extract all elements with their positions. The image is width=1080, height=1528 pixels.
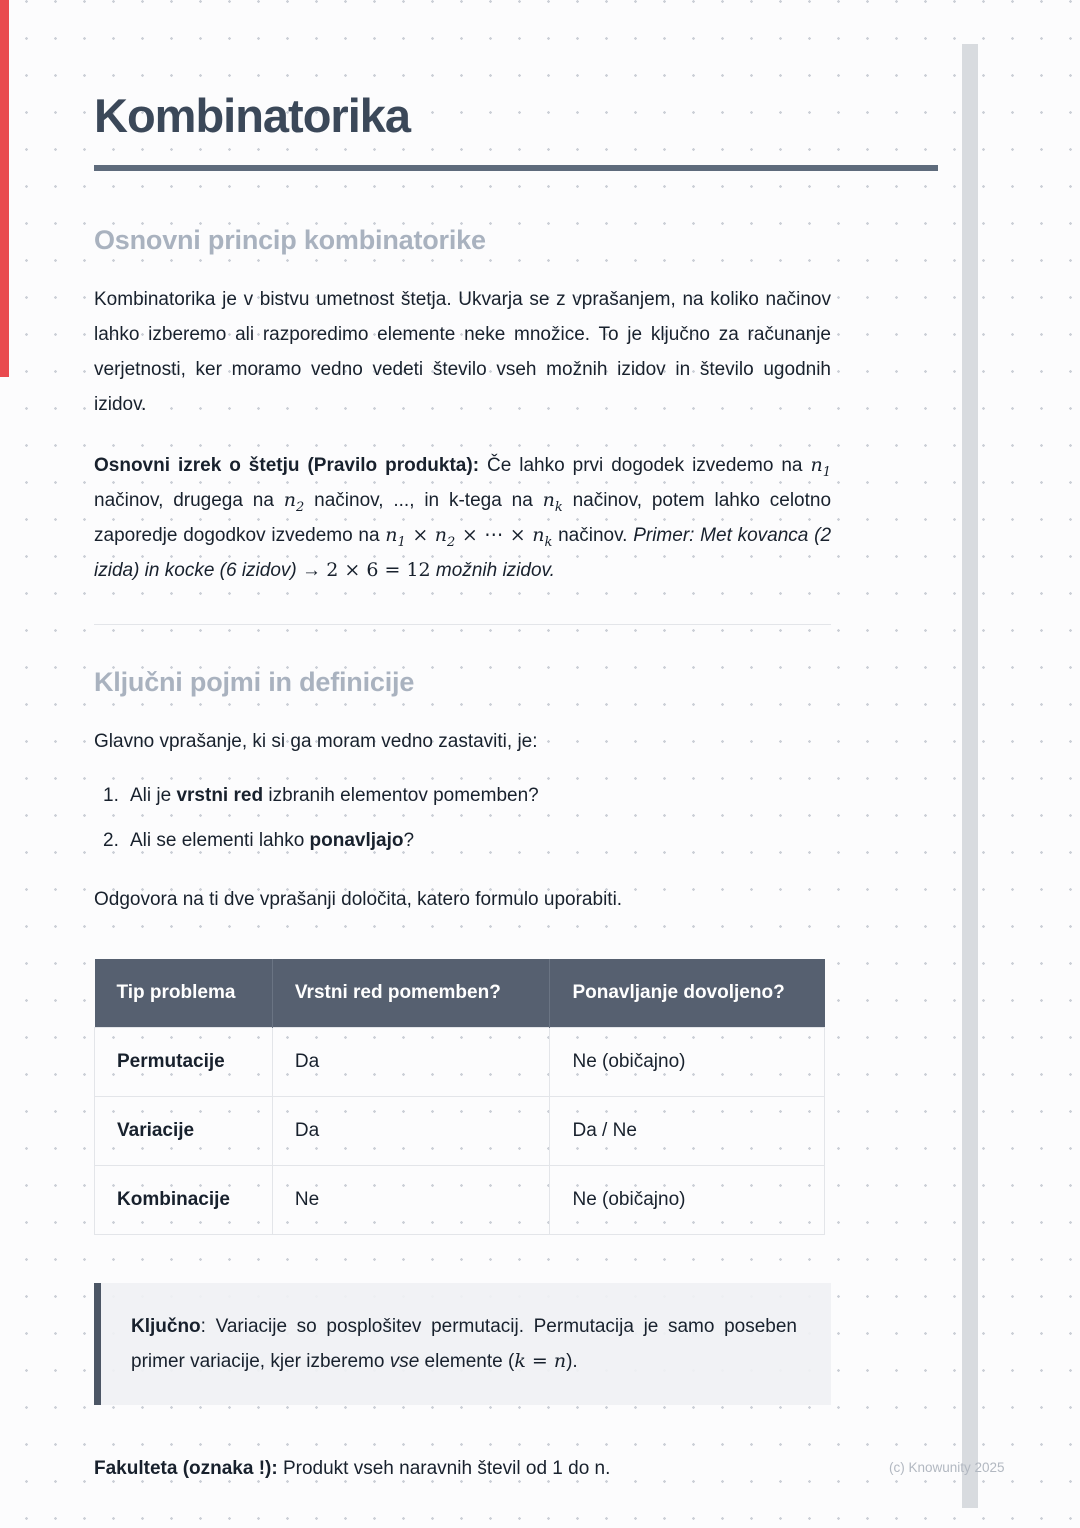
cell-order: Da bbox=[272, 1028, 550, 1097]
text-run: Produkt vseh naravnih števil od 1 do n. bbox=[277, 1458, 611, 1479]
text-run: načinov. bbox=[552, 525, 634, 546]
subscript: 1 bbox=[397, 534, 406, 550]
section-key-concepts bbox=[94, 667, 938, 1486]
table-body bbox=[95, 1028, 825, 1235]
cell-type: Permutacije bbox=[95, 1028, 273, 1097]
table-row bbox=[95, 1166, 825, 1235]
list-number: 1. bbox=[103, 785, 119, 806]
math-base: n bbox=[385, 524, 398, 546]
bold-lead: Fakulteta (oznaka !): bbox=[94, 1458, 278, 1479]
list-text bbox=[130, 781, 539, 811]
math-expr-n1 bbox=[810, 454, 831, 480]
text-run: Ali je bbox=[130, 785, 177, 806]
copyright: (c) Knowunity 2025 bbox=[889, 1460, 1005, 1475]
math-formula-product bbox=[385, 524, 553, 550]
cell-repetition: Ne (običajno) bbox=[550, 1166, 825, 1235]
math-operator: × ⋯ × bbox=[455, 524, 533, 546]
math-operator: × bbox=[405, 524, 435, 546]
math-expr-nk bbox=[542, 489, 563, 515]
cell-repetition: Da / Ne bbox=[550, 1097, 825, 1166]
table-header-row bbox=[95, 959, 825, 1028]
paragraph-product-rule bbox=[94, 448, 831, 588]
list-item bbox=[103, 826, 938, 856]
column-header-type: Tip problema bbox=[95, 959, 273, 1028]
text-run: izbranih elementov pomemben? bbox=[263, 785, 539, 806]
cell-order: Da bbox=[272, 1097, 550, 1166]
math-expr-n2 bbox=[283, 489, 305, 515]
title-rule bbox=[94, 165, 938, 171]
text-run: načinov, drugega na bbox=[94, 490, 284, 511]
column-header-repetition: Ponavljanje dovoljeno? bbox=[550, 959, 825, 1028]
math-expr-result: 2 × 6 = 12 bbox=[326, 559, 431, 581]
column-header-order: Vrstni red pomemben? bbox=[272, 959, 550, 1028]
key-callout bbox=[94, 1283, 831, 1405]
section-basic-principle bbox=[94, 225, 938, 625]
italic-emphasis: vse bbox=[389, 1351, 420, 1372]
subscript: 1 bbox=[822, 464, 831, 480]
list-number: 2. bbox=[103, 830, 119, 851]
math-base: n bbox=[283, 489, 297, 511]
text-run: Ali se elementi lahko bbox=[130, 830, 310, 851]
subscript: 2 bbox=[447, 534, 456, 550]
italic-example: Primer: Met kovanca (2 izida) in kocke (6 izidov) → bbox=[94, 525, 832, 581]
paragraph-main-question: Glavno vprašanje, ki si ga moram vedno zastaviti, je: bbox=[94, 731, 538, 752]
section-heading-basic-principle: Osnovni princip kombinatorike bbox=[94, 225, 486, 255]
section-heading-key-concepts: Ključni pojmi in definicije bbox=[94, 667, 415, 697]
text-run: Če lahko prvi dogodek izvedemo na bbox=[479, 455, 811, 476]
subscript: k bbox=[554, 499, 563, 515]
math-expr-kn: k = n bbox=[514, 1350, 567, 1372]
text-run: ? bbox=[403, 830, 415, 851]
list-text bbox=[130, 826, 414, 856]
cell-type: Variacije bbox=[95, 1097, 273, 1166]
table-row bbox=[95, 1097, 825, 1166]
text-run: ). bbox=[566, 1351, 578, 1372]
document-content bbox=[94, 0, 938, 1486]
bold-term: ponavljajo bbox=[309, 830, 404, 851]
paragraph-answers: Odgovora na ti dve vprašanji določita, katero formulo uporabiti. bbox=[94, 889, 623, 910]
math-base: n bbox=[434, 524, 448, 546]
cell-repetition: Ne (običajno) bbox=[550, 1028, 825, 1097]
accent-bar bbox=[0, 0, 9, 377]
bold-term: vrstni red bbox=[176, 785, 264, 806]
bold-lead: Osnovni izrek o štetju (Pravilo produkta): bbox=[94, 455, 480, 476]
italic-example: možnih izidov. bbox=[430, 560, 555, 581]
page-title: Kombinatorika bbox=[94, 89, 411, 142]
subscript: k bbox=[544, 534, 553, 550]
scrollbar[interactable] bbox=[962, 44, 978, 1508]
table-row bbox=[95, 1028, 825, 1097]
math-base: n bbox=[810, 454, 823, 476]
bold-lead: Ključno bbox=[131, 1316, 201, 1337]
table-header bbox=[95, 959, 825, 1028]
text-run: : Variacije so posplošitev permutacij. Permutacija je samo poseben primer variacije, kjer izberemo bbox=[131, 1316, 797, 1372]
paragraph-factorial bbox=[94, 1451, 831, 1486]
paragraph-intro: Kombinatorika je v bistvu umetnost štetja. Ukvarja se z vprašanjem, na koliko načinov lahko izberemo ali razporedimo elemente neke množice. To je ključno za računanje verjetnosti, ker moramo vedno vedeti število vseh možnih izidov in število ugodnih izidov. bbox=[94, 289, 831, 415]
text-run: načinov, potem lahko celotno zaporedje dogodkov izvedemo na bbox=[94, 490, 832, 546]
math-base: n bbox=[542, 489, 555, 511]
numbered-list bbox=[94, 781, 938, 856]
problem-type-table bbox=[94, 959, 825, 1235]
cell-order: Ne bbox=[272, 1166, 550, 1235]
subscript: 2 bbox=[296, 499, 305, 515]
text-run: elemente ( bbox=[419, 1351, 515, 1372]
cell-type: Kombinacije bbox=[95, 1166, 273, 1235]
text-run: načinov, ..., in k-tega na bbox=[304, 490, 543, 511]
list-item bbox=[103, 781, 938, 811]
math-base: n bbox=[532, 524, 545, 546]
section-divider bbox=[94, 624, 831, 625]
